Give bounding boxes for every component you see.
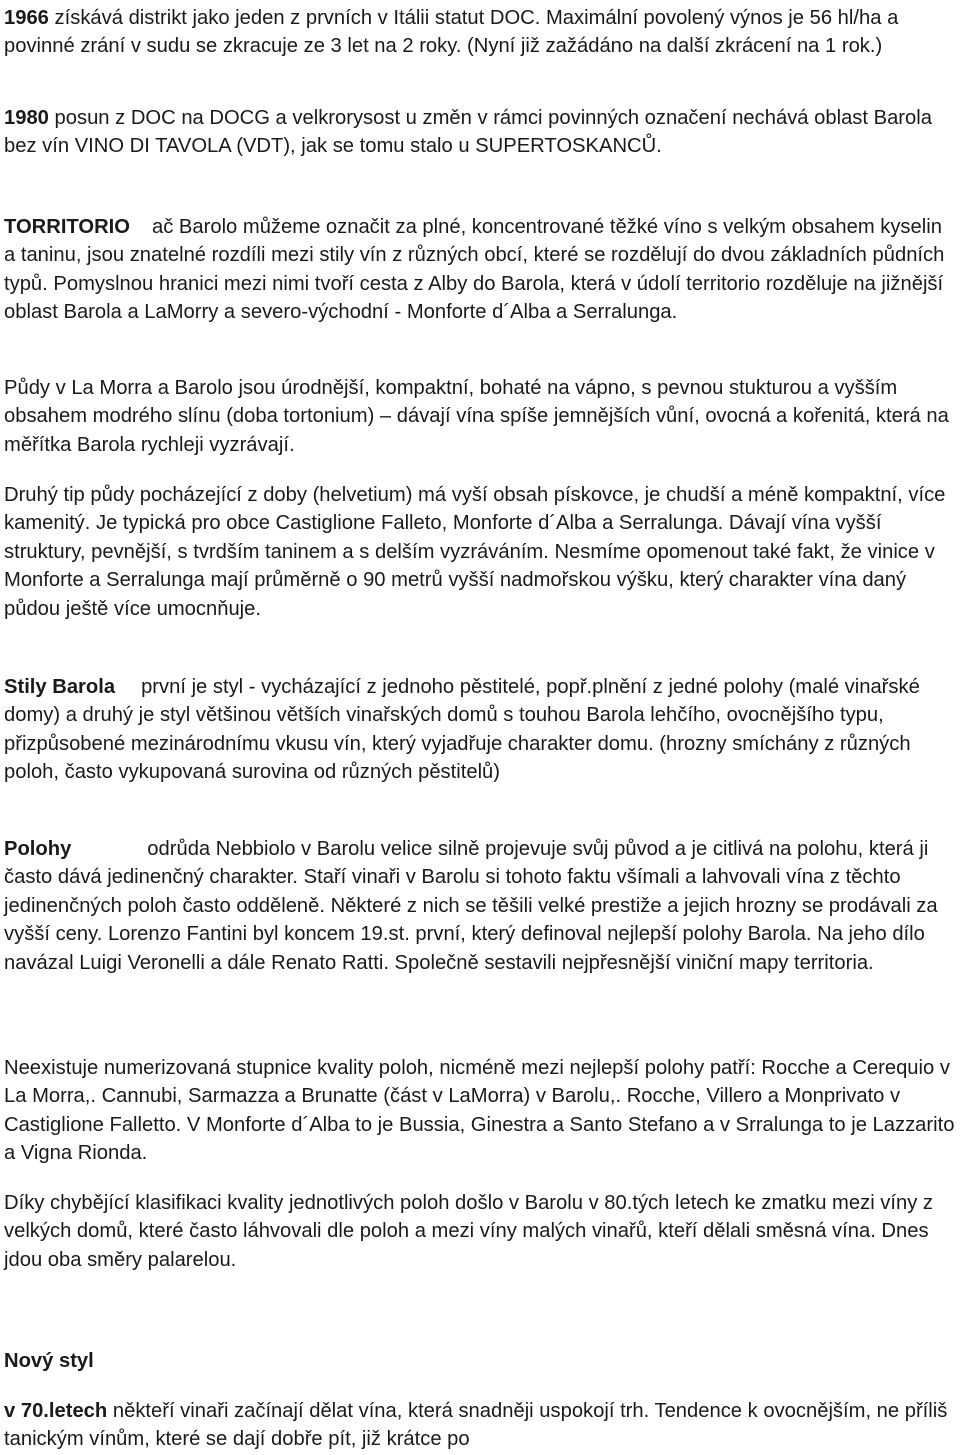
- v70-label: v 70.letech: [4, 1400, 108, 1422]
- year-1980: 1980: [4, 107, 49, 129]
- paragraph-druhy-text: Druhý tip půdy pocházející z doby (helvetium) má vyší obsah pískovce, je chudší a méně kompaktní, více kamenitý. Je typická pro obce Castiglione Falleto, Monforte d´Alba a Serralunga. Dávají vína vyšší struktury, pevnější, s tvrdším taninem a s delším vyzráváním. Nesmíme opomenout také fakt, že vinice v Monforte a Serralunga mají průměrně o 90 metrů vyšší nadmořskou výšku, který charakter vína daný půdou ještě více umocnňuje.: [4, 484, 946, 620]
- paragraph-territorio: [4, 213, 956, 327]
- paragraph-1966: [4, 4, 956, 61]
- polohy-label: Polohy: [4, 838, 72, 860]
- paragraph-diky-text: Díky chybějící klasifikaci kvality jednotlivých poloh došlo v Barolu v 80.tých letech ke zmatku mezi víny z velkých domů, které často láhvovali dle poloh a mezi víny malých vinařů, kteří dělali směsná vína. Dnes jdou oba směry palarelou.: [4, 1192, 934, 1271]
- paragraph-pudy-text: Půdy v La Morra a Barolo jsou úrodnější, kompaktní, bohaté na vápno, s pevnou stukturou a vyšším obsahem modrého slínu (doba tortonium) – dávají vína spíše jemnějších vůní, ovocná a kořenitá, která na měřítka Barola rychleji vyzrávají.: [4, 377, 949, 456]
- heading-novy-styl: Nový styl: [4, 1350, 94, 1372]
- paragraph-territorio-text: ač Barolo můžeme označit za plné, koncentrované těžké víno s velkým obsahem kyselin a taninu, jsou znatelné rozdíli mezi stily vín z různých obcí, které se rozdělují do dvou základních půdních typů. Pomyslnou hranici mezi nimi tvoří cesta z Alby do Barola, která v údolí territorio rozděluje na jižnější oblast Barola a LaMorry a severo-východní - Monforte d´Alba a Serralunga.: [4, 216, 945, 324]
- territorio-label: TORRITORIO: [4, 216, 130, 238]
- paragraph-druhy: [4, 481, 956, 623]
- paragraph-1966-text: získává distrikt jako jeden z prvních v Itálii statut DOC. Maximální povolený výnos je 56 hl/ha a povinné zrání v sudu se zkracuje ze 3 let na 2 roky. (Nyní již zažádáno na další zkrácení na 1 rok.): [4, 7, 899, 58]
- paragraph-neexistuje: [4, 1054, 956, 1168]
- paragraph-v70-text: někteří vinaři začínají dělat vína, která snadněji uspokojí trh. Tendence k ovocnějším, ne příliš tanickým vínům, které se dají dobře pít, již krátce po: [4, 1400, 948, 1451]
- paragraph-stily-text: první je styl - vycházající z jednoho pěstitelé, popř.plnění z jedné polohy (malé vinařské domy) a druhý je styl většinou větších vinařských domů s touhou Barola lehčího, ovocnějšího typu, přizpůsobené mezinárodnímu vkusu vín, který vyjadřuje charakter domu. (hrozny smíchány z různých poloh, často vykupovaná surovina od různých pěstitelů): [4, 676, 920, 784]
- paragraph-1980-text: posun z DOC na DOCG a velkrorysost u změn v rámci povinných označení nechává oblast Barola bez vín VINO DI TAVOLA (VDT), jak se tomu stalo u SUPERTOSKANCŮ.: [4, 107, 932, 158]
- paragraph-pudy: [4, 374, 956, 459]
- paragraph-polohy: [4, 835, 956, 977]
- paragraph-neexistuje-text: Neexistuje numerizovaná stupnice kvality poloh, nicméně mezi nejlepší polohy patří: Rocche a Cerequio v La Morra,. Cannubi, Sarmazza a Brunatte (část v LaMorra) v Barolu,. Rocche, Villero a Monprivato v Castiglione Falletto. V Monforte d´Alba to je Bussia, Ginestra a Santo Stefano a v Srralunga to je Lazzarito a Vigna Rionda.: [4, 1057, 955, 1165]
- paragraph-polohy-text: odrůda Nebbiolo v Barolu velice silně projevuje svůj původ a je citlivá na polohu, která ji často dává jedinenčný charakter. Staří vinaři v Barolu si tohoto faktu všímali a lahvovali vína z těchto jedinenčných poloh často odděleně. Některé z nich se těšili velké prestiže a jejich hrozny se prodávali za vyšší ceny. Lorenzo Fantini byl koncem 19.st. první, který definoval nejlepší polohy Barola. Na jeho dílo navázal Luigi Veronelli a dále Renato Ratti. Společně sestavili nejpřesnější viniční mapy territoria.: [4, 838, 938, 974]
- year-1966: 1966: [4, 7, 49, 29]
- stily-label: Stily Barola: [4, 676, 116, 698]
- paragraph-v70: [4, 1397, 956, 1454]
- paragraph-1980: [4, 104, 956, 161]
- paragraph-stily: [4, 673, 956, 787]
- paragraph-diky: [4, 1189, 956, 1274]
